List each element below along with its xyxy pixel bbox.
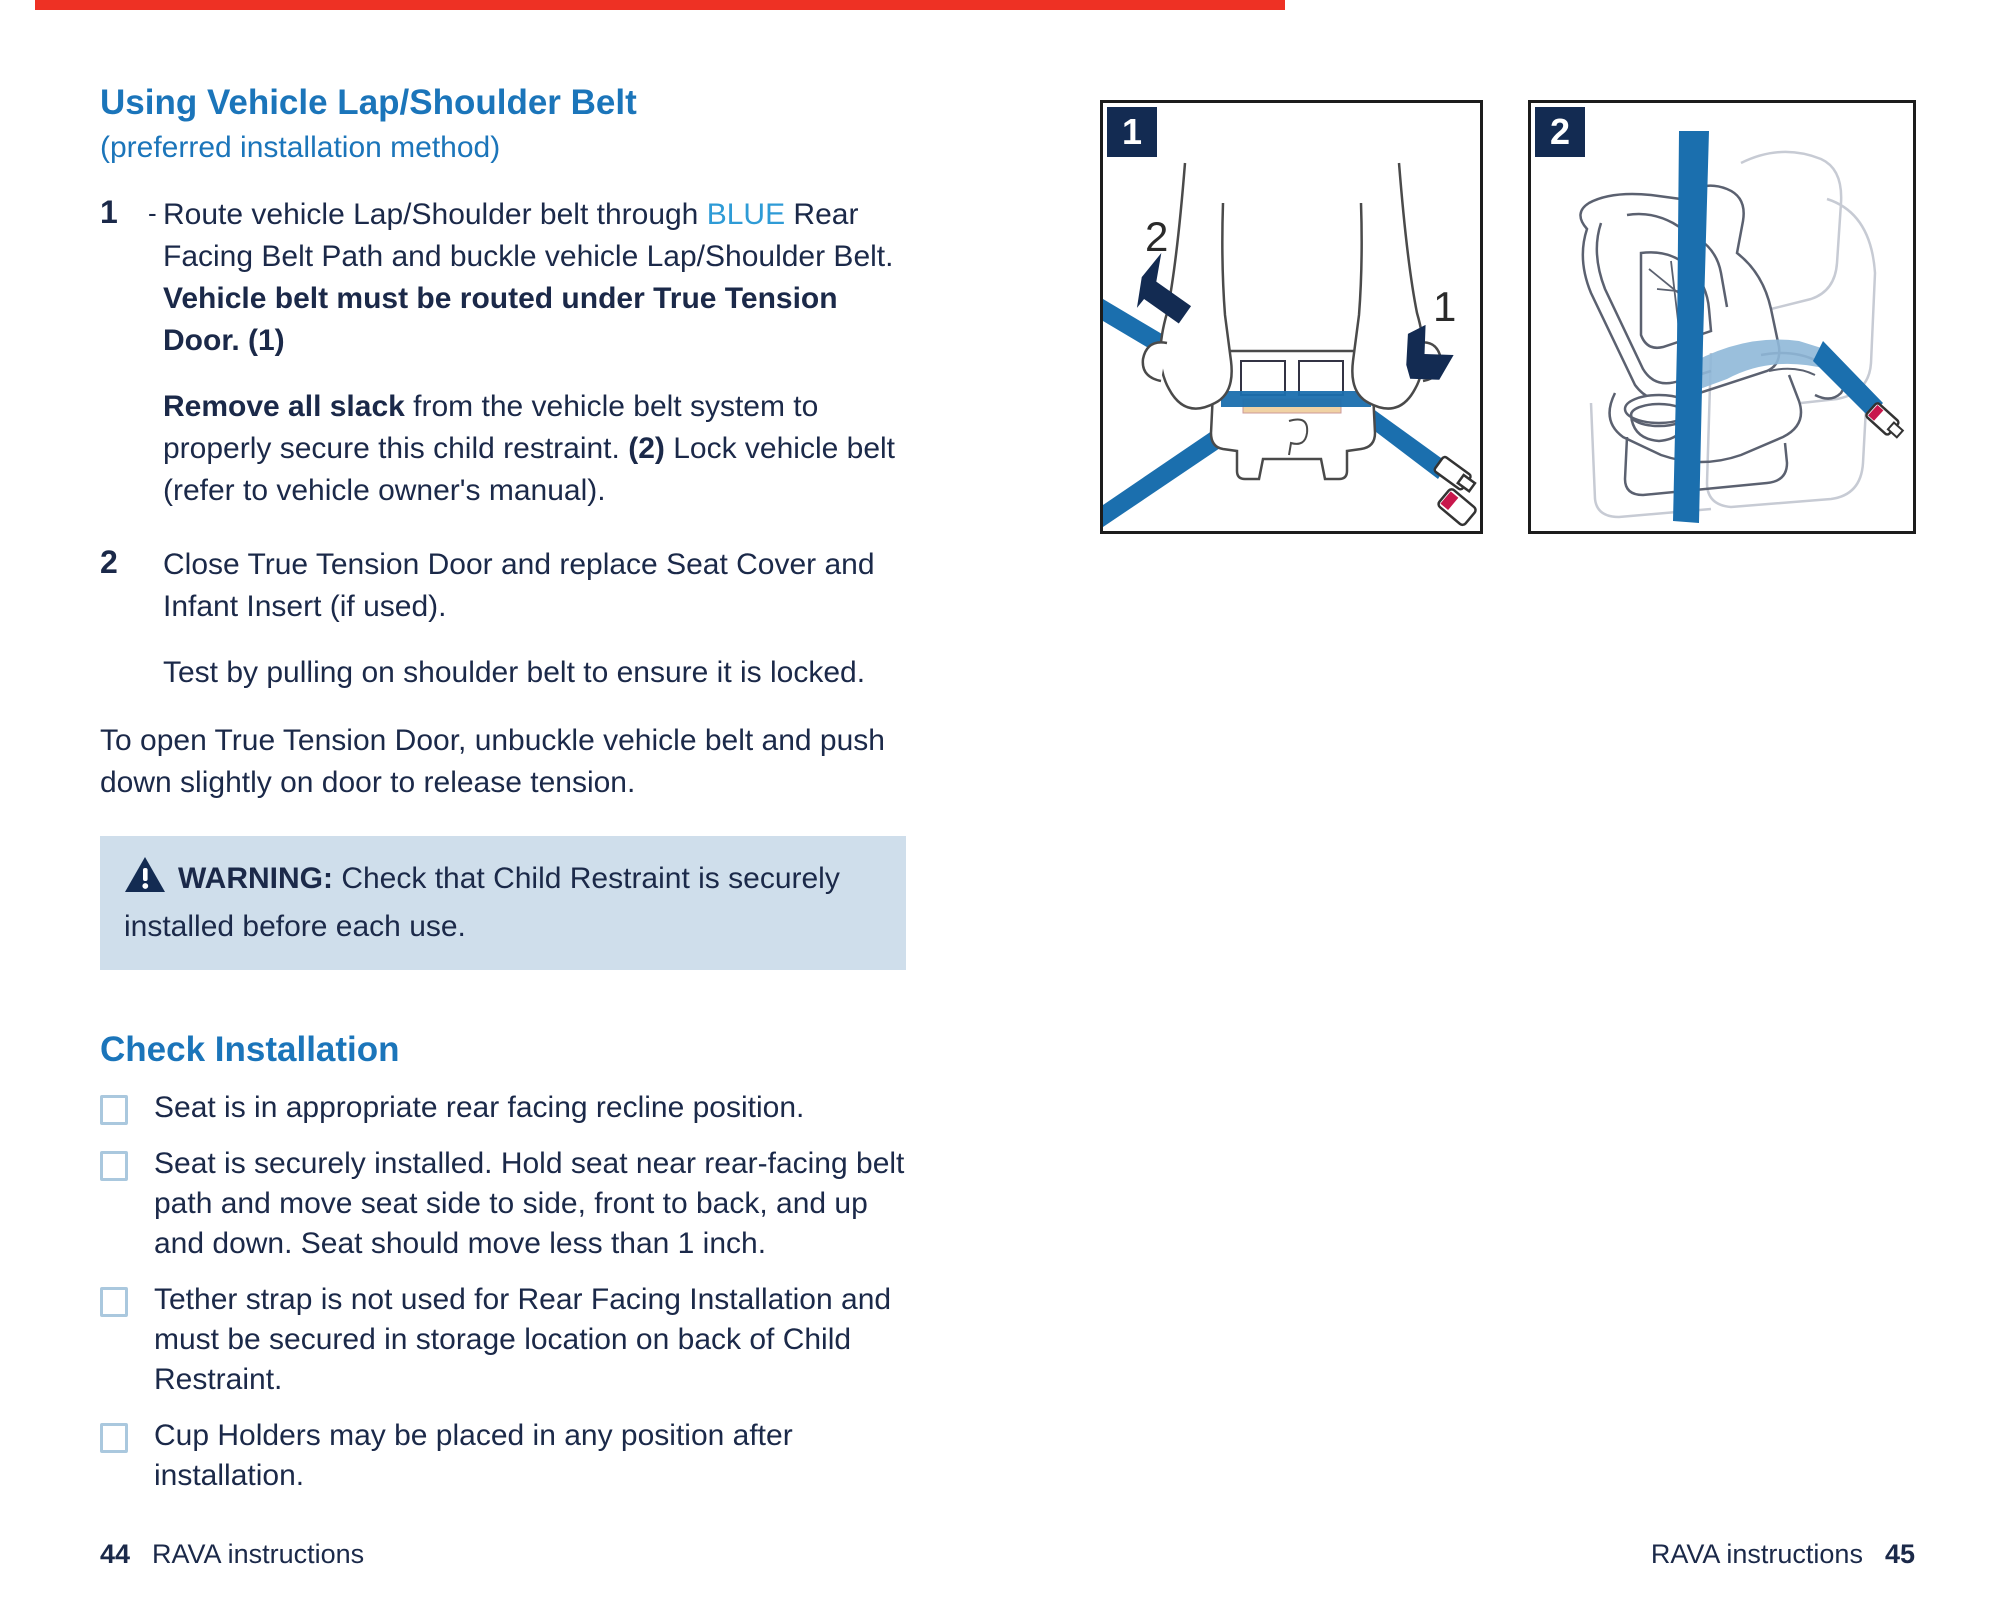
check-item-1 [100,1088,912,1128]
step-1-seg1: Route vehicle Lap/Shoulder belt through [163,198,707,231]
child-seat-outline [1580,186,1844,495]
warning-triangle-icon [124,856,166,906]
open-door-note: To open True Tension Door, unbuckle vehicle belt and push down slightly on door to release tension. [100,724,885,799]
page-44-content [100,80,912,1496]
figure-1-badge: 1 [1107,107,1157,157]
remove-slack-bold: Remove all slack [163,390,405,423]
vehicle-seat-ghost [1591,152,1875,517]
check-item-3 [100,1280,912,1400]
step-1-number: 1 [100,194,118,230]
check-item-4 [100,1416,912,1496]
page-number-45: 45 [1884,1539,1915,1569]
warning-box [100,836,906,970]
section-subheading: (preferred installation method) [100,131,501,164]
figure-2-badge: 2 [1535,107,1585,157]
step-2-number: 2 [100,544,118,580]
footer-left-label: RAVA instructions [152,1539,365,1569]
step-1-text [163,194,908,362]
belt-over-base [1221,391,1371,407]
figure-1-illustration [1103,103,1480,531]
warning-label: WARNING: [178,862,333,895]
lap-belt-light [1681,340,1831,393]
step-1 [100,194,912,362]
step-1-para2-ref: (2) [628,432,665,465]
left-hand [1160,163,1231,409]
step-1-dash: - [148,198,157,228]
checkbox-4[interactable] [100,1423,128,1453]
page-number-44: 44 [100,1539,131,1569]
latch-plate [1434,456,1478,495]
step-2-paragraph-2: Test by pulling on shoulder belt to ensure it is locked. [163,656,866,689]
figure-1-arrow-label-2: 2 [1145,213,1169,260]
check-item-3-text: Tether strap is not used for Rear Facing Installation and must be secured in storage location on back of Child Restraint. [154,1283,892,1396]
step-1-seg3: Rear Facing Belt Path and buckle vehicle Lap/Shoulder Belt. [163,198,894,273]
warning-text: Check that Child Restraint is securely installed before each use. [124,862,840,943]
check-item-2 [100,1144,912,1264]
step-1-para2-seg2: from the vehicle belt system to properly secure this child restraint. [163,390,819,465]
figure-2-buckle-icon [1865,402,1905,441]
check-item-2-text: Seat is securely installed. Hold seat near rear-facing belt path and move seat side to side, front to back, and up and down. Seat should move less than 1 inch. [154,1147,905,1260]
figure-1-arrow-label-1: 1 [1433,283,1457,330]
check-item-4-text: Cup Holders may be placed in any position after installation. [154,1419,793,1492]
checkbox-2[interactable] [100,1151,128,1181]
step-1-para2-seg4: Lock vehicle belt (refer to vehicle owner's manual). [163,432,896,507]
figure-2-illustration [1531,103,1913,531]
checkbox-3[interactable] [100,1287,128,1317]
check-item-1-text: Seat is in appropriate rear facing recline position. [154,1091,805,1124]
buckle-icon [1437,488,1477,527]
footer-left [100,1539,364,1570]
footer-right [1651,1539,1915,1570]
step-1-blue-keyword: BLUE [706,198,786,231]
seat-base-outline [1211,351,1375,479]
step-2-text: Close True Tension Door and replace Seat Cover and Infant Insert (if used). [163,548,875,623]
checkbox-1[interactable] [100,1095,128,1125]
check-installation-heading: Check Installation [100,1030,400,1069]
figure-1-belt-routing [1100,100,1483,534]
shoulder-belt-vertical [1673,131,1709,523]
figure-2-installed-seat [1528,100,1916,534]
step-1-paragraph-2 [163,386,908,512]
step-1-bold: Vehicle belt must be routed under True Tension Door. (1) [163,282,838,357]
step-2 [100,544,912,628]
step-2-spacer [148,544,163,628]
top-accent-bar [35,0,1285,10]
section-heading: Using Vehicle Lap/Shoulder Belt [100,83,637,122]
footer-right-label: RAVA instructions [1650,1539,1863,1569]
